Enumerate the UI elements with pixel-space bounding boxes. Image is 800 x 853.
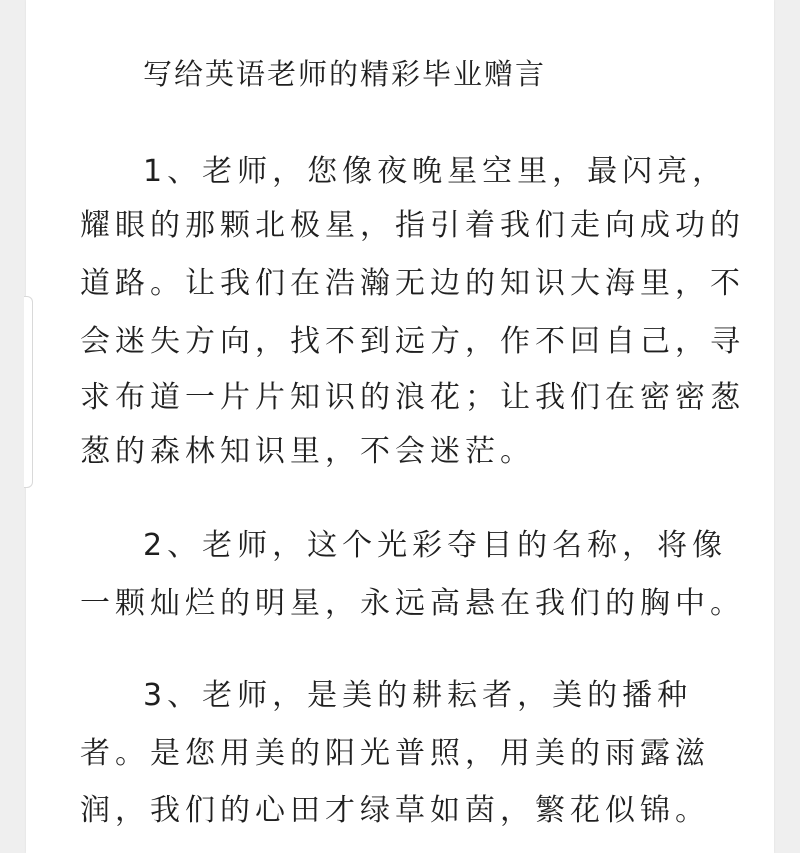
paragraph-2-line-1: 2、老师，这个光彩夺目的名称，将像 [143,528,728,563]
document-title: 写给英语老师的精彩毕业赠言 [143,57,547,91]
scroll-handle[interactable] [24,296,33,488]
paragraph-1-line-2: 耀眼的那颗北极星，指引着我们走向成功的 [80,208,745,243]
paragraph-3-line-3: 润，我们的心田才绿草如茵，繁花似锦。 [80,793,710,828]
paragraph-1-line-1: 1、老师，您像夜晚星空里，最闪亮， [143,154,728,189]
paragraph-1-line-5: 求布道一片片知识的浪花；让我们在密密葱 [80,380,745,415]
left-margin [0,0,26,853]
paragraph-3-line-2: 者。是您用美的阳光普照，用美的雨露滋 [80,736,710,771]
paragraph-1-line-6: 葱的森林知识里，不会迷茫。 [80,434,535,469]
paragraph-2-line-2: 一颗灿烂的明星，永远高悬在我们的胸中。 [80,586,745,621]
right-margin [774,0,800,853]
paragraph-3-line-1: 3、老师，是美的耕耘者，美的播种 [143,678,693,713]
paragraph-1-line-4: 会迷失方向，找不到远方，作不回自己，寻 [80,324,745,359]
paragraph-1-line-3: 道路。让我们在浩瀚无边的知识大海里，不 [80,266,745,301]
